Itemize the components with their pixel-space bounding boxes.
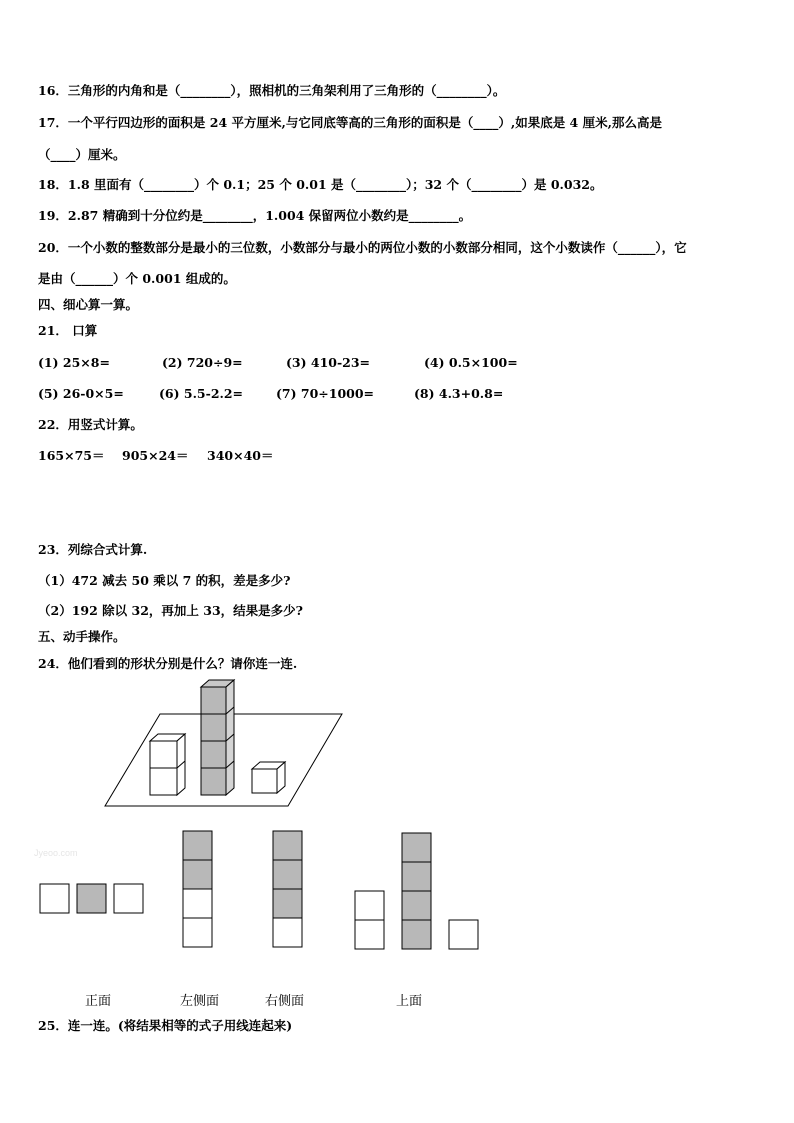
- top-view: [355, 833, 478, 949]
- label-front: 正面: [85, 994, 112, 1009]
- question-22: 22．用竖式计算。: [38, 417, 143, 432]
- question-23-part-2: （2）192 除以 32，再加上 33，结果是多少?: [38, 603, 303, 618]
- vertical-calc-2: 905×24＝: [122, 448, 189, 463]
- question-16: 16．三角形的内角和是（________），照相机的三角架利用了三角形的（________）。: [38, 83, 506, 98]
- label-left-side: 左侧面: [180, 994, 220, 1009]
- label-right-side: 右侧面: [265, 994, 305, 1009]
- left-cube-stack: [150, 734, 185, 795]
- left-side-view: [183, 831, 212, 947]
- vertical-calc-1: 165×75＝: [38, 448, 105, 463]
- oral-item-1: (1) 25×8=: [38, 355, 110, 370]
- question-21: 21． 口算: [38, 323, 98, 338]
- question-20-line-2: 是由（______）个 0.001 组成的。: [38, 271, 236, 286]
- question-20-line-1: 20．一个小数的整数部分是最小的三位数，小数部分与最小的两位小数的小数部分相同，这个小数读作（______），它: [38, 240, 687, 255]
- oral-item-4: (4) 0.5×100=: [424, 355, 518, 370]
- question-25: 25．连一连。(将结果相等的式子用线连起来): [38, 1018, 293, 1033]
- question-23: 23．列综合式计算.: [38, 542, 148, 557]
- oral-item-3: (3) 410-23=: [286, 355, 371, 370]
- front-view: [40, 884, 143, 913]
- question-23-part-1: （1）472 减去 50 乘以 7 的积，差是多少?: [38, 573, 291, 588]
- oral-item-7: (7) 70÷1000=: [276, 386, 375, 401]
- section-5-heading: 五、动手操作。: [38, 629, 126, 644]
- right-side-view: [273, 831, 302, 947]
- vertical-calc-3: 340×40＝: [207, 448, 274, 463]
- tall-cube-stack: [201, 680, 234, 795]
- watermark: Jyeoo.com: [34, 848, 78, 858]
- question-17-line-1: 17．一个平行四边形的面积是 24 平方厘米,与它同底等高的三角形的面积是（____）,如果底是 4 厘米,那么高是: [38, 115, 662, 130]
- question-17-line-2: （____）厘米。: [38, 147, 126, 162]
- oral-item-6: (6) 5.5-2.2=: [159, 386, 244, 401]
- oral-item-5: (5) 26-0×5=: [38, 386, 124, 401]
- oral-item-8: (8) 4.3+0.8=: [414, 386, 504, 401]
- label-top: 上面: [396, 994, 423, 1009]
- question-24: 24．他们看到的形状分别是什么？请你连一连.: [38, 656, 298, 671]
- question-19: 19．2.87 精确到十分位约是________，1.004 保留两位小数约是________。: [38, 208, 472, 223]
- question-18: 18．1.8 里面有（________）个 0.1；25 个 0.01 是（________）；32 个（________）是 0.032。: [38, 177, 603, 192]
- oral-item-2: (2) 720÷9=: [162, 355, 243, 370]
- section-4-heading: 四、细心算一算。: [38, 297, 139, 312]
- single-cube: [252, 762, 285, 793]
